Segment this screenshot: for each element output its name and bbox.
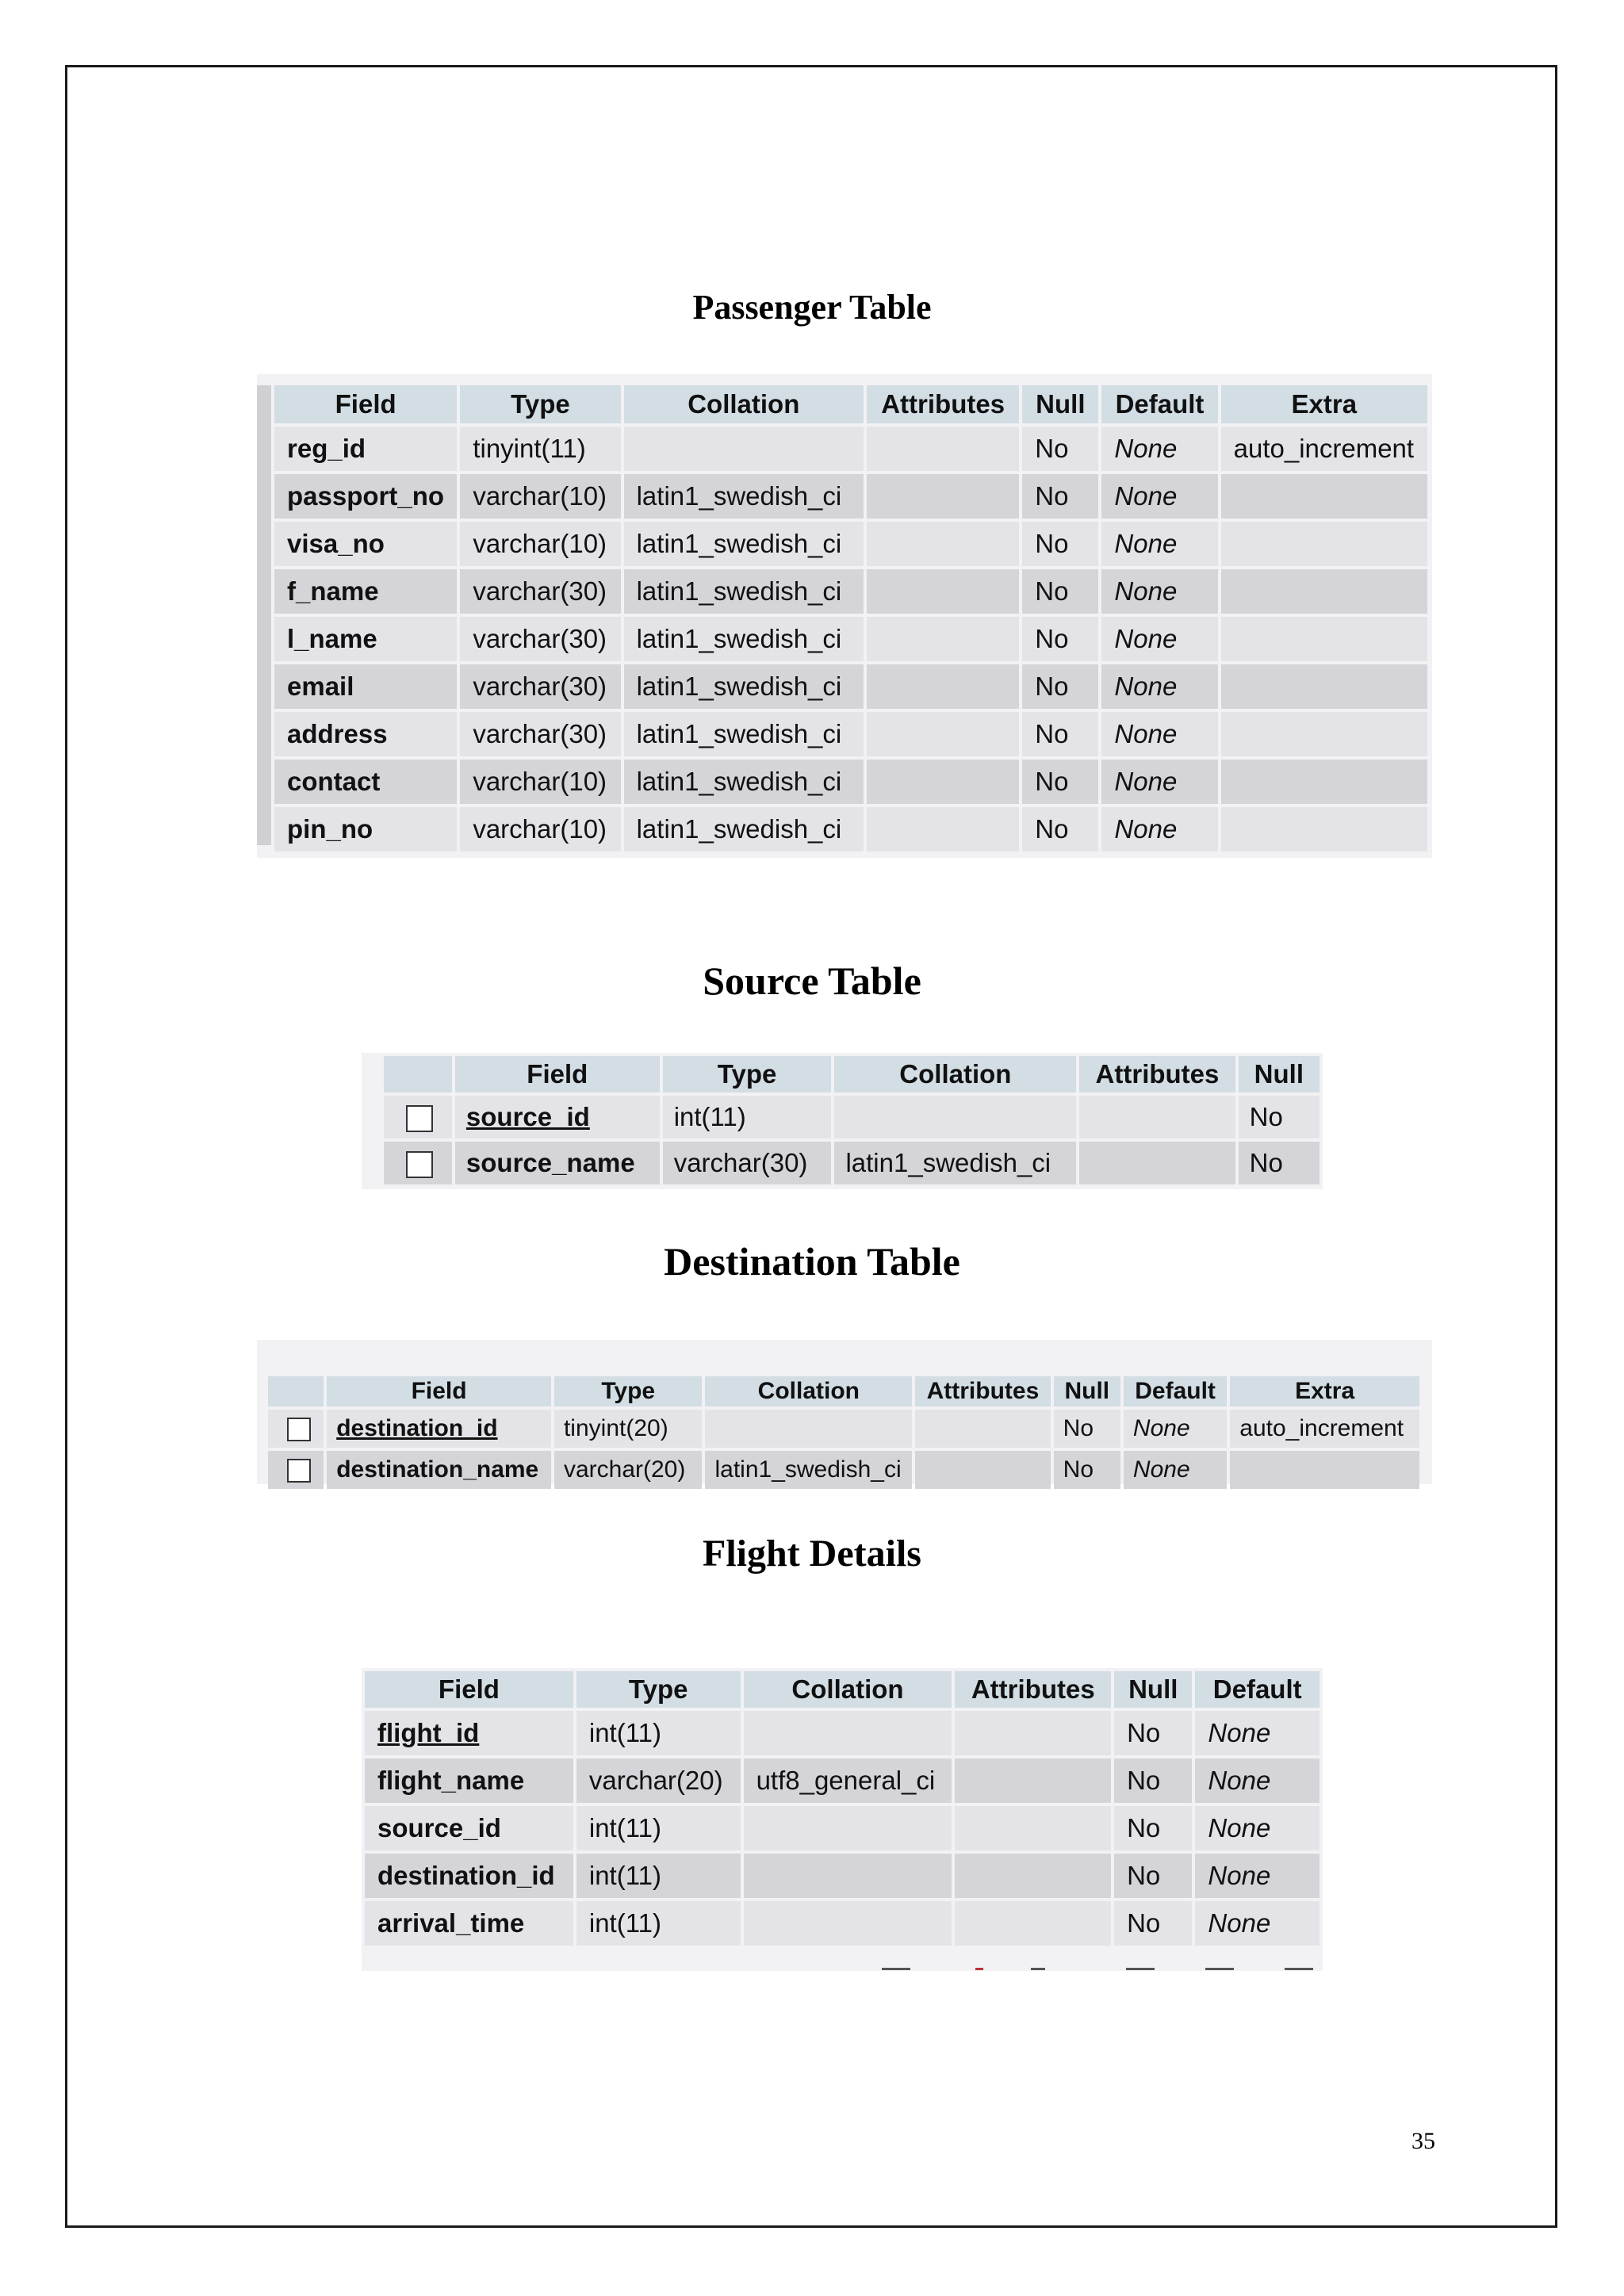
null-cell: No (1022, 807, 1098, 851)
attributes-cell (867, 664, 1019, 709)
type-cell: int(11) (576, 1854, 741, 1898)
null-cell: No (1239, 1096, 1320, 1138)
type-cell: int(11) (576, 1711, 741, 1755)
flight-details-table (362, 1668, 1323, 1949)
collation-cell (744, 1806, 952, 1850)
column-header: Null (1114, 1671, 1192, 1708)
table-row (274, 712, 1427, 756)
default-cell: None (1101, 807, 1217, 851)
null-cell: No (1114, 1758, 1192, 1803)
field-cell: source_id (455, 1096, 660, 1138)
default-cell: None (1195, 1711, 1320, 1755)
column-header: Collation (624, 385, 864, 423)
attributes-cell (955, 1806, 1111, 1850)
column-header: Type (576, 1671, 741, 1708)
attributes-cell (915, 1451, 1050, 1489)
column-header: Collation (705, 1376, 912, 1406)
collation-cell (705, 1410, 912, 1448)
destination-table (265, 1373, 1423, 1492)
destination-table-screenshot (257, 1340, 1432, 1484)
table-row (268, 1410, 1419, 1448)
field-cell: flight_id (365, 1711, 573, 1755)
flight-details-title: Flight Details (703, 1533, 921, 1575)
default-cell: None (1124, 1451, 1227, 1489)
table-row (274, 760, 1427, 804)
default-cell: None (1195, 1854, 1320, 1898)
type-cell: tinyint(20) (554, 1410, 703, 1448)
attributes-cell (1079, 1096, 1235, 1138)
column-header: Null (1054, 1376, 1120, 1406)
column-header: Collation (744, 1671, 952, 1708)
default-cell: None (1101, 569, 1217, 614)
null-cell: No (1022, 427, 1098, 471)
field-cell: reg_id (274, 427, 457, 471)
default-cell: None (1101, 760, 1217, 804)
collation-cell: utf8_general_ci (744, 1758, 952, 1803)
attributes-cell (867, 807, 1019, 851)
table-row (274, 617, 1427, 661)
table-row (365, 1806, 1320, 1850)
extra-cell: auto_increment (1230, 1410, 1419, 1448)
type-cell: varchar(30) (663, 1142, 832, 1184)
cropped-toolbar-edge (872, 1968, 1316, 1976)
table-row (274, 664, 1427, 709)
extra-cell (1221, 807, 1427, 851)
field-cell: arrival_time (365, 1901, 573, 1946)
attributes-cell (867, 427, 1019, 471)
attributes-cell (915, 1410, 1050, 1448)
type-cell: int(11) (576, 1806, 741, 1850)
destination-table-title: Destination Table (664, 1239, 960, 1284)
field-cell: email (274, 664, 457, 709)
field-cell: pin_no (274, 807, 457, 851)
row-checkbox[interactable] (406, 1105, 433, 1132)
default-cell: None (1101, 427, 1217, 471)
row-checkbox[interactable] (287, 1459, 311, 1483)
collation-cell: latin1_swedish_ci (624, 569, 864, 614)
null-cell: No (1054, 1451, 1120, 1489)
row-checkbox[interactable] (287, 1418, 311, 1441)
collation-cell: latin1_swedish_ci (624, 522, 864, 566)
column-header: Default (1195, 1671, 1320, 1708)
default-cell: None (1195, 1806, 1320, 1850)
collation-cell: latin1_swedish_ci (624, 807, 864, 851)
extra-cell (1221, 474, 1427, 519)
attributes-cell (955, 1711, 1111, 1755)
null-cell: No (1114, 1901, 1192, 1946)
null-cell: No (1114, 1854, 1192, 1898)
column-header: Type (663, 1056, 832, 1093)
table-row (274, 522, 1427, 566)
header-row (365, 1671, 1320, 1708)
default-cell: None (1101, 522, 1217, 566)
row-marker-bar (257, 385, 271, 845)
type-cell: int(11) (663, 1096, 832, 1138)
attributes-cell (867, 760, 1019, 804)
column-header: Field (365, 1671, 573, 1708)
row-checkbox[interactable] (406, 1151, 433, 1178)
attributes-cell (867, 617, 1019, 661)
field-cell: flight_name (365, 1758, 573, 1803)
collation-cell: latin1_swedish_ci (624, 712, 864, 756)
table-row (274, 569, 1427, 614)
passenger-table-screenshot (257, 374, 1432, 858)
column-header: Null (1239, 1056, 1320, 1093)
column-header: Extra (1221, 385, 1427, 423)
null-cell: No (1022, 760, 1098, 804)
row-checkbox-cell (384, 1096, 452, 1138)
attributes-cell (955, 1758, 1111, 1803)
table-row (274, 474, 1427, 519)
column-header: Field (274, 385, 457, 423)
collation-cell: latin1_swedish_ci (624, 474, 864, 519)
extra-cell (1221, 617, 1427, 661)
header-row (274, 385, 1427, 423)
extra-cell (1221, 522, 1427, 566)
header-row (384, 1056, 1320, 1093)
extra-cell (1221, 664, 1427, 709)
collation-cell (744, 1901, 952, 1946)
type-cell: varchar(10) (460, 522, 620, 566)
default-cell: None (1124, 1410, 1227, 1448)
table-row (274, 427, 1427, 471)
type-cell: int(11) (576, 1901, 741, 1946)
field-cell: destination_id (365, 1854, 573, 1898)
null-cell: No (1239, 1142, 1320, 1184)
field-cell: destination_id (327, 1410, 551, 1448)
field-cell: passport_no (274, 474, 457, 519)
attributes-cell (867, 474, 1019, 519)
attributes-cell (867, 569, 1019, 614)
default-cell: None (1101, 474, 1217, 519)
default-cell: None (1101, 712, 1217, 756)
type-cell: varchar(10) (460, 807, 620, 851)
attributes-cell (955, 1901, 1111, 1946)
null-cell: No (1054, 1410, 1120, 1448)
table-row (365, 1901, 1320, 1946)
field-cell: l_name (274, 617, 457, 661)
table-row (268, 1451, 1419, 1489)
field-cell: source_id (365, 1806, 573, 1850)
passenger-table-title: Passenger Table (692, 288, 932, 327)
column-header: Null (1022, 385, 1098, 423)
type-cell: varchar(30) (460, 569, 620, 614)
type-cell: varchar(20) (554, 1451, 703, 1489)
collation-cell (834, 1096, 1076, 1138)
type-cell: varchar(30) (460, 617, 620, 661)
collation-cell (744, 1854, 952, 1898)
null-cell: No (1114, 1711, 1192, 1755)
type-cell: varchar(30) (460, 664, 620, 709)
null-cell: No (1022, 712, 1098, 756)
default-cell: None (1101, 617, 1217, 661)
extra-cell (1221, 569, 1427, 614)
row-checkbox-cell (268, 1410, 324, 1448)
column-header: Type (554, 1376, 703, 1406)
table-row (365, 1854, 1320, 1898)
column-header: Attributes (1079, 1056, 1235, 1093)
field-cell: contact (274, 760, 457, 804)
page-number: 35 (1411, 2128, 1435, 2154)
field-cell: address (274, 712, 457, 756)
table-row (384, 1142, 1320, 1184)
extra-cell: auto_increment (1221, 427, 1427, 471)
extra-cell (1221, 760, 1427, 804)
header-row (268, 1376, 1419, 1406)
null-cell: No (1022, 569, 1098, 614)
collation-cell: latin1_swedish_ci (705, 1451, 912, 1489)
column-header: Type (460, 385, 620, 423)
null-cell: No (1022, 474, 1098, 519)
table-row (274, 807, 1427, 851)
column-header (268, 1376, 324, 1406)
row-checkbox-cell (268, 1451, 324, 1489)
default-cell: None (1195, 1758, 1320, 1803)
collation-cell: latin1_swedish_ci (624, 664, 864, 709)
table-row (365, 1758, 1320, 1803)
source-table (381, 1053, 1323, 1188)
type-cell: varchar(20) (576, 1758, 741, 1803)
null-cell: No (1022, 664, 1098, 709)
default-cell: None (1195, 1901, 1320, 1946)
field-cell: source_name (455, 1142, 660, 1184)
type-cell: tinyint(11) (460, 427, 620, 471)
collation-cell (624, 427, 864, 471)
extra-cell (1230, 1451, 1419, 1489)
table-row (384, 1096, 1320, 1138)
column-header: Collation (834, 1056, 1076, 1093)
column-header: Extra (1230, 1376, 1419, 1406)
collation-cell: latin1_swedish_ci (834, 1142, 1076, 1184)
column-header: Attributes (955, 1671, 1111, 1708)
collation-cell: latin1_swedish_ci (624, 760, 864, 804)
collation-cell: latin1_swedish_ci (624, 617, 864, 661)
passenger-table (271, 382, 1431, 855)
null-cell: No (1022, 617, 1098, 661)
field-cell: visa_no (274, 522, 457, 566)
attributes-cell (1079, 1142, 1235, 1184)
field-cell: f_name (274, 569, 457, 614)
column-header: Attributes (867, 385, 1019, 423)
null-cell: No (1114, 1806, 1192, 1850)
default-cell: None (1101, 664, 1217, 709)
collation-cell (744, 1711, 952, 1755)
null-cell: No (1022, 522, 1098, 566)
attributes-cell (955, 1854, 1111, 1898)
type-cell: varchar(10) (460, 760, 620, 804)
column-header: Field (327, 1376, 551, 1406)
table-row (365, 1711, 1320, 1755)
attributes-cell (867, 712, 1019, 756)
column-header: Field (455, 1056, 660, 1093)
column-header: Attributes (915, 1376, 1050, 1406)
source-table-title: Source Table (703, 959, 921, 1003)
column-header: Default (1124, 1376, 1227, 1406)
extra-cell (1221, 712, 1427, 756)
row-checkbox-cell (384, 1142, 452, 1184)
column-header: Default (1101, 385, 1217, 423)
field-cell: destination_name (327, 1451, 551, 1489)
source-table-screenshot (362, 1053, 1323, 1189)
column-header (384, 1056, 452, 1093)
attributes-cell (867, 522, 1019, 566)
flight-details-screenshot (362, 1668, 1323, 1971)
type-cell: varchar(10) (460, 474, 620, 519)
type-cell: varchar(30) (460, 712, 620, 756)
